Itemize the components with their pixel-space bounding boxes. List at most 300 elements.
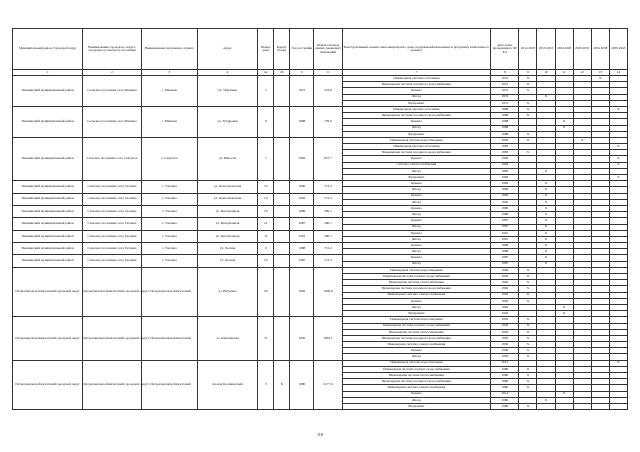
period-mark-cell: X: [519, 317, 537, 323]
column-number: 2: [83, 70, 141, 76]
prev-repair-cell: 1987: [491, 218, 519, 224]
period-mark-cell: X: [519, 385, 537, 391]
element-cell: Фасад: [342, 199, 491, 205]
period-mark-cell: X: [537, 255, 555, 261]
col-header-korpus: Корпус (блок): [274, 29, 290, 70]
street-cell: ул. Юности: [197, 137, 257, 180]
col-header-period: 2019 2023: [537, 29, 555, 70]
element-cell: Инженерная система горячего водоснабжения: [342, 323, 491, 329]
element-cell: Инженерная система холодного водоснабжения: [342, 113, 491, 119]
element-cell: Крыша: [342, 230, 491, 236]
prev-repair-cell: 1987: [491, 255, 519, 261]
period-mark-cell: X: [537, 249, 555, 255]
punkt-cell: с. Таловка: [141, 230, 197, 242]
punkt-cell: с. Таловка: [141, 181, 197, 193]
period-mark-cell: X: [537, 224, 555, 230]
column-number: 9: [519, 70, 537, 76]
area-cell: 300,1: [314, 218, 342, 230]
korpus-cell: [274, 230, 290, 242]
prev-repair-cell: 1990: [491, 181, 519, 187]
street-cell: ул. Ключевская: [197, 317, 257, 360]
column-number: 6: [314, 70, 342, 76]
column-number: 13: [591, 70, 609, 76]
poselenie-cell: Петропавловск-Камчатский городской округ: [83, 360, 141, 410]
house-number-cell: 21: [258, 218, 274, 230]
period-mark-cell: X: [519, 329, 537, 335]
element-cell: Крыша: [342, 243, 491, 249]
year-cell: 1950: [290, 317, 314, 360]
prev-repair-cell: 1992: [491, 280, 519, 286]
punkt-cell: с. Слаутное: [141, 137, 197, 180]
period-mark-cell: X: [519, 267, 537, 273]
korpus-cell: [274, 255, 290, 267]
street-cell: ул. Комсомольская: [197, 193, 257, 205]
prev-repair-cell: 1991: [491, 230, 519, 236]
period-mark-cell: X: [519, 335, 537, 341]
col-header-area: Общая площадь жилых (нежилых) помещений: [314, 29, 342, 70]
year-cell: 1988: [290, 106, 314, 137]
period-mark-cell: X: [519, 298, 537, 304]
element-cell: Инженерная система водоотведения: [342, 137, 491, 143]
prev-repair-cell: 1992: [491, 199, 519, 205]
punkt-cell: с. Манилы: [141, 106, 197, 137]
prev-repair-cell: 1983: [491, 137, 519, 143]
element-cell: Инженерная система электроснабжения: [342, 385, 491, 391]
house-number-cell: 37: [258, 317, 274, 360]
col-header-element: Конструктивный элемент многоквартирного дома, подлежащий включению в программу капитального ремонта: [342, 29, 491, 70]
header-row: [13, 29, 628, 70]
period-mark-cell: X: [555, 125, 573, 131]
element-cell: Крыша: [342, 88, 491, 94]
prev-repair-cell: 1983: [491, 168, 519, 174]
poselenie-cell: Сельское поселение село Таловка: [83, 181, 141, 193]
poselenie-cell: Сельское поселение село Таловка: [83, 243, 141, 255]
period-mark-cell: X: [537, 243, 555, 249]
col-header-rayon: Муниципальный район, Городской округ: [13, 29, 83, 70]
element-cell: Инженерная система холодного водоснабжения: [342, 335, 491, 341]
area-cell: 1046,9: [314, 267, 342, 317]
poselenie-cell: Сельское поселение село Таловка: [83, 218, 141, 230]
prev-repair-cell: 1988: [491, 131, 519, 137]
prev-repair-cell: 2013: [491, 360, 519, 366]
street-cell: ул. Центральная: [197, 230, 257, 242]
element-cell: Крыша: [342, 298, 491, 304]
prev-repair-cell: 1972: [491, 76, 519, 82]
period-mark-cell: X: [537, 230, 555, 236]
prev-repair-cell: 1990: [491, 187, 519, 193]
column-number: 4а: [258, 70, 274, 76]
period-mark-cell: X: [519, 88, 537, 94]
element-cell: Крыша: [342, 348, 491, 354]
prev-repair-cell: 1992: [491, 311, 519, 317]
period-mark-cell: X: [537, 187, 555, 193]
element-cell: Инженерная система водоотведения: [342, 267, 491, 273]
col-header-poselenie: Наименование городского округа, городского (сельского) поселения: [83, 29, 141, 70]
period-mark-cell: X: [555, 391, 573, 397]
rayon-cell: Пенжинский муниципальный район: [13, 181, 83, 193]
period-mark-cell: X: [519, 150, 537, 156]
rayon-cell: Пенжинский муниципальный район: [13, 106, 83, 137]
element-cell: Фундамент: [342, 100, 491, 106]
prev-repair-cell: 1980: [491, 366, 519, 372]
punkt-cell: г. Петропавловск-Камчатский: [141, 360, 197, 410]
element-cell: Фасад: [342, 236, 491, 242]
period-mark-cell: X: [537, 199, 555, 205]
element-cell: Фасад: [342, 94, 491, 100]
element-cell: Инженерная система отопления: [342, 144, 491, 150]
period-mark-cell: X: [609, 162, 627, 168]
period-mark-cell: X: [519, 82, 537, 88]
element-cell: Инженерная система электроснабжения: [342, 342, 491, 348]
prev-repair-cell: 1988: [491, 125, 519, 131]
street-cell: ул. Центральная: [197, 205, 257, 217]
rayon-cell: Петропавловск-Камчатский городской округ: [13, 317, 83, 360]
element-cell: Фасад: [342, 397, 491, 403]
element-cell: Инженерная система теплоснабжения: [342, 329, 491, 335]
prev-repair-cell: 1983: [491, 156, 519, 162]
period-mark-cell: X: [537, 218, 555, 224]
period-mark-cell: X: [519, 354, 537, 360]
korpus-cell: Б: [274, 360, 290, 410]
page-number: 118: [317, 432, 323, 437]
col-header-address: Адрес: [197, 29, 257, 70]
house-number-cell: 20: [258, 267, 274, 317]
korpus-cell: [274, 193, 290, 205]
period-mark-cell: X: [519, 348, 537, 354]
period-mark-cell: X: [537, 168, 555, 174]
prev-repair-cell: 1950: [491, 317, 519, 323]
period-mark-cell: X: [537, 261, 555, 267]
column-number: 12: [573, 70, 591, 76]
area-cell: 516,6: [314, 76, 342, 107]
column-number: 5: [290, 70, 314, 76]
korpus-cell: [274, 106, 290, 137]
period-mark-cell: X: [609, 156, 627, 162]
element-cell: Фундамент: [342, 175, 491, 181]
punkt-cell: с. Таловка: [141, 218, 197, 230]
period-mark-cell: [555, 403, 573, 409]
prev-repair-cell: 1983: [491, 162, 519, 168]
year-cell: 1983: [290, 137, 314, 180]
element-cell: Фундамент: [342, 311, 491, 317]
period-mark-cell: X: [537, 181, 555, 187]
house-number-cell: 14: [258, 181, 274, 193]
house-number-cell: 9: [258, 106, 274, 137]
element-cell: Фундамент: [342, 131, 491, 137]
element-cell: Фасад: [342, 212, 491, 218]
street-cell: ул. Лесная: [197, 243, 257, 255]
prev-repair-cell: 1983: [491, 175, 519, 181]
element-cell: Инженерная система холодного водоснабжения: [342, 82, 491, 88]
prev-repair-cell: 1950: [491, 323, 519, 329]
house-number-cell: 3: [258, 76, 274, 107]
year-cell: 1980: [290, 360, 314, 410]
col-header-period: 2029 2033: [573, 29, 591, 70]
area-cell: 715,2: [314, 193, 342, 205]
poselenie-cell: Сельское поселение село Таловка: [83, 230, 141, 242]
col-header-period: 2014 2018: [519, 29, 537, 70]
element-cell: Фасад: [342, 224, 491, 230]
period-mark-cell: X: [555, 119, 573, 125]
prev-repair-cell: 1992: [491, 193, 519, 199]
element-cell: Крыша: [342, 119, 491, 125]
period-mark-cell: X: [519, 106, 537, 112]
column-number: 3: [141, 70, 197, 76]
period-mark-cell: X: [519, 137, 537, 143]
element-cell: Инженерная система отопления: [342, 106, 491, 112]
column-number: 7: [342, 70, 491, 76]
prev-repair-cell: 1972: [491, 94, 519, 100]
period-mark-cell: X: [519, 76, 537, 82]
street-cell: ул. Ватутина: [197, 267, 257, 317]
rayon-cell: Петропавловск-Камчатский городской округ: [13, 267, 83, 317]
poselenie-cell: Петропавловск-Камчатский городской округ: [83, 317, 141, 360]
prev-repair-cell: 1992: [491, 286, 519, 292]
period-mark-cell: X: [609, 175, 627, 181]
element-cell: Инженерная система электроснабжения: [342, 292, 491, 298]
period-mark-cell: X: [519, 373, 537, 379]
column-number: 1: [13, 70, 83, 76]
period-mark-cell: X: [591, 76, 609, 82]
period-mark-cell: X: [537, 236, 555, 242]
street-cell: ул. Тундровая: [197, 106, 257, 137]
period-mark-cell: X: [519, 274, 537, 280]
prev-repair-cell: 1988: [491, 106, 519, 112]
prev-repair-cell: 1991: [491, 236, 519, 242]
column-number: 11: [555, 70, 573, 76]
element-cell: Крыша: [342, 205, 491, 211]
punkt-cell: с. Таловка: [141, 205, 197, 217]
house-number-cell: 10: [258, 255, 274, 267]
col-header-period: 2034 2038: [591, 29, 609, 70]
period-mark-cell: X: [519, 323, 537, 329]
document-page: [12, 28, 628, 410]
element-cell: Система электроснабжения: [342, 162, 491, 168]
korpus-cell: [274, 267, 290, 317]
punkt-cell: с. Таловка: [141, 255, 197, 267]
column-number: 4б: [274, 70, 290, 76]
prev-repair-cell: 1992: [491, 304, 519, 310]
prev-repair-cell: 1950: [491, 335, 519, 341]
prev-repair-cell: 1988: [491, 119, 519, 125]
house-number-cell: 9: [258, 243, 274, 255]
year-cell: 1992: [290, 267, 314, 317]
period-mark-cell: X: [537, 397, 555, 403]
punkt-cell: г. Петропавловск-Камчатский: [141, 317, 197, 360]
prev-repair-cell: 1992: [491, 292, 519, 298]
period-mark-cell: X: [555, 311, 573, 317]
poselenie-cell: Сельское поселение село Манилы: [83, 106, 141, 137]
area-cell: 739,0: [314, 106, 342, 137]
house-number-cell: 1а: [258, 230, 274, 242]
period-mark-cell: [573, 403, 591, 409]
period-mark-cell: X: [609, 106, 627, 112]
area-cell: 300,1: [314, 205, 342, 217]
element-cell: Инженерная система горячего водоснабжения: [342, 274, 491, 280]
element-cell: Фасад: [342, 354, 491, 360]
period-mark-cell: X: [519, 403, 537, 409]
prev-repair-cell: 1986: [491, 205, 519, 211]
col-header-prev-repair: Дата ранее проведенного КР КЭ: [491, 29, 519, 70]
street-cell: ул. Центральная: [197, 218, 257, 230]
year-cell: 1986: [290, 205, 314, 217]
element-cell: Инженерная система водоотведения: [342, 317, 491, 323]
prev-repair-cell: 1972: [491, 88, 519, 94]
area-cell: 300,1: [314, 230, 342, 242]
house-number-cell: 7: [258, 137, 274, 180]
capital-repair-table: [12, 28, 628, 410]
year-cell: 1992: [290, 193, 314, 205]
element-cell: Фасад: [342, 168, 491, 174]
element-cell: Крыша: [342, 255, 491, 261]
period-mark-cell: X: [519, 100, 537, 106]
rayon-cell: Пенжинский муниципальный район: [13, 255, 83, 267]
column-number: 14: [609, 70, 627, 76]
prev-repair-cell: 1988: [491, 113, 519, 119]
period-mark-cell: X: [519, 113, 537, 119]
period-mark-cell: [591, 403, 609, 409]
poselenie-cell: Сельское поселение село Таловка: [83, 255, 141, 267]
area-cell: 715,2: [314, 181, 342, 193]
element-cell: Крыша: [342, 156, 491, 162]
column-number: 10: [537, 70, 555, 76]
area-cell: 627,7: [314, 137, 342, 180]
period-mark-cell: X: [519, 292, 537, 298]
period-mark-cell: X: [609, 144, 627, 150]
rayon-cell: Пенжинский муниципальный район: [13, 76, 83, 107]
period-mark-cell: [609, 403, 627, 409]
poselenie-cell: Сельское поселение село Таловка: [83, 193, 141, 205]
prev-repair-cell: 1980: [491, 379, 519, 385]
element-cell: Фасад: [342, 261, 491, 267]
korpus-cell: [274, 137, 290, 180]
korpus-cell: [274, 181, 290, 193]
element-cell: Крыша: [342, 193, 491, 199]
punkt-cell: г. Петропавловск-Камчатский: [141, 267, 197, 317]
period-mark-cell: X: [537, 193, 555, 199]
rayon-cell: Пенжинский муниципальный район: [13, 137, 83, 180]
prev-repair-cell: 1950: [491, 329, 519, 335]
period-mark-cell: X: [519, 366, 537, 372]
col-header-punkt: Наименование населенного пункта: [141, 29, 197, 70]
rayon-cell: Пенжинский муниципальный район: [13, 243, 83, 255]
column-number: 8: [491, 70, 519, 76]
element-cell: Фасад: [342, 304, 491, 310]
period-mark-cell: X: [537, 94, 555, 100]
prev-repair-cell: 1980: [491, 385, 519, 391]
rayon-cell: Петропавловск-Камчатский городской округ: [13, 360, 83, 410]
period-mark-cell: X: [519, 342, 537, 348]
street-cell: ул. Лесная: [197, 255, 257, 267]
element-cell: Крыша: [342, 181, 491, 187]
rayon-cell: Пенжинский муниципальный район: [13, 230, 83, 242]
prev-repair-cell: 1980: [491, 403, 519, 409]
korpus-cell: [274, 218, 290, 230]
prev-repair-cell: 1950: [491, 342, 519, 348]
area-cell: 715,2: [314, 243, 342, 255]
prev-repair-cell: 1987: [491, 224, 519, 230]
element-cell: Крыша: [342, 391, 491, 397]
area-cell: 715,2: [314, 255, 342, 267]
punkt-cell: с. Таловка: [141, 193, 197, 205]
street-cell: проезд Космический: [197, 360, 257, 410]
poselenie-cell: Петропавловск-Камчатский городской округ: [83, 267, 141, 317]
prev-repair-cell: 1987: [491, 261, 519, 267]
house-number-cell: 19: [258, 205, 274, 217]
element-cell: Инженерная система водоотведения: [342, 360, 491, 366]
prev-repair-cell: 1992: [491, 274, 519, 280]
korpus-cell: [274, 317, 290, 360]
prev-repair-cell: 1980: [491, 397, 519, 403]
element-cell: Инженерная система горячего водоснабжения: [342, 366, 491, 372]
period-mark-cell: X: [519, 379, 537, 385]
korpus-cell: [274, 243, 290, 255]
prev-repair-cell: 1983: [491, 144, 519, 150]
prev-repair-cell: 2014: [491, 391, 519, 397]
prev-repair-cell: 1983: [491, 150, 519, 156]
rayon-cell: Пенжинский муниципальный район: [13, 193, 83, 205]
element-cell: Инженерная система отопления: [342, 76, 491, 82]
period-mark-cell: X: [555, 304, 573, 310]
prev-repair-cell: 1988: [491, 249, 519, 255]
prev-repair-cell: 1988: [491, 243, 519, 249]
period-mark-cell: [537, 403, 555, 409]
rayon-cell: Пенжинский муниципальный район: [13, 205, 83, 217]
street-cell: ул. Тиргинан: [197, 76, 257, 107]
col-header-period: 2039 2043: [609, 29, 627, 70]
poselenie-cell: Сельское поселение село Слаутное: [83, 137, 141, 180]
poselenie-cell: Сельское поселение село Таловка: [83, 205, 141, 217]
period-mark-cell: X: [537, 212, 555, 218]
year-cell: 1991: [290, 230, 314, 242]
column-number: 4: [197, 70, 257, 76]
year-cell: 1987: [290, 255, 314, 267]
street-cell: ул. Комсомольская: [197, 181, 257, 193]
col-header-house-number: Номер дома: [258, 29, 274, 70]
area-cell: 2177,6: [314, 360, 342, 410]
table-body: [13, 76, 628, 410]
prev-repair-cell: 1950: [491, 354, 519, 360]
poselenie-cell: Сельское поселение село Манилы: [83, 76, 141, 107]
period-mark-cell: X: [519, 286, 537, 292]
element-cell: Инженерная система теплоснабжения: [342, 373, 491, 379]
period-mark-cell: X: [519, 280, 537, 286]
korpus-cell: [274, 205, 290, 217]
period-mark-cell: X: [537, 205, 555, 211]
rayon-cell: Пенжинский муниципальный район: [13, 218, 83, 230]
area-cell: 1063,1: [314, 317, 342, 360]
prev-repair-cell: 1986: [491, 212, 519, 218]
element-cell: Фундамент: [342, 403, 491, 409]
element-cell: Инженерная система холодного водоснабжения: [342, 286, 491, 292]
year-cell: 1988: [290, 243, 314, 255]
element-cell: Фасад: [342, 249, 491, 255]
element-cell: Инженерная система холодного водоснабжения: [342, 150, 491, 156]
year-cell: 1972: [290, 76, 314, 107]
punkt-cell: с. Таловка: [141, 243, 197, 255]
punkt-cell: с. Манилы: [141, 76, 197, 107]
prev-repair-cell: 1950: [491, 348, 519, 354]
element-cell: Инженерная система теплоснабжения: [342, 280, 491, 286]
korpus-cell: [274, 76, 290, 107]
prev-repair-cell: 1972: [491, 82, 519, 88]
period-mark-cell: X: [609, 360, 627, 366]
col-header-period: 2024 2028: [555, 29, 573, 70]
prev-repair-cell: 1992: [491, 267, 519, 273]
element-cell: Крыша: [342, 218, 491, 224]
house-number-cell: 3: [258, 360, 274, 410]
prev-repair-cell: 1980: [491, 373, 519, 379]
